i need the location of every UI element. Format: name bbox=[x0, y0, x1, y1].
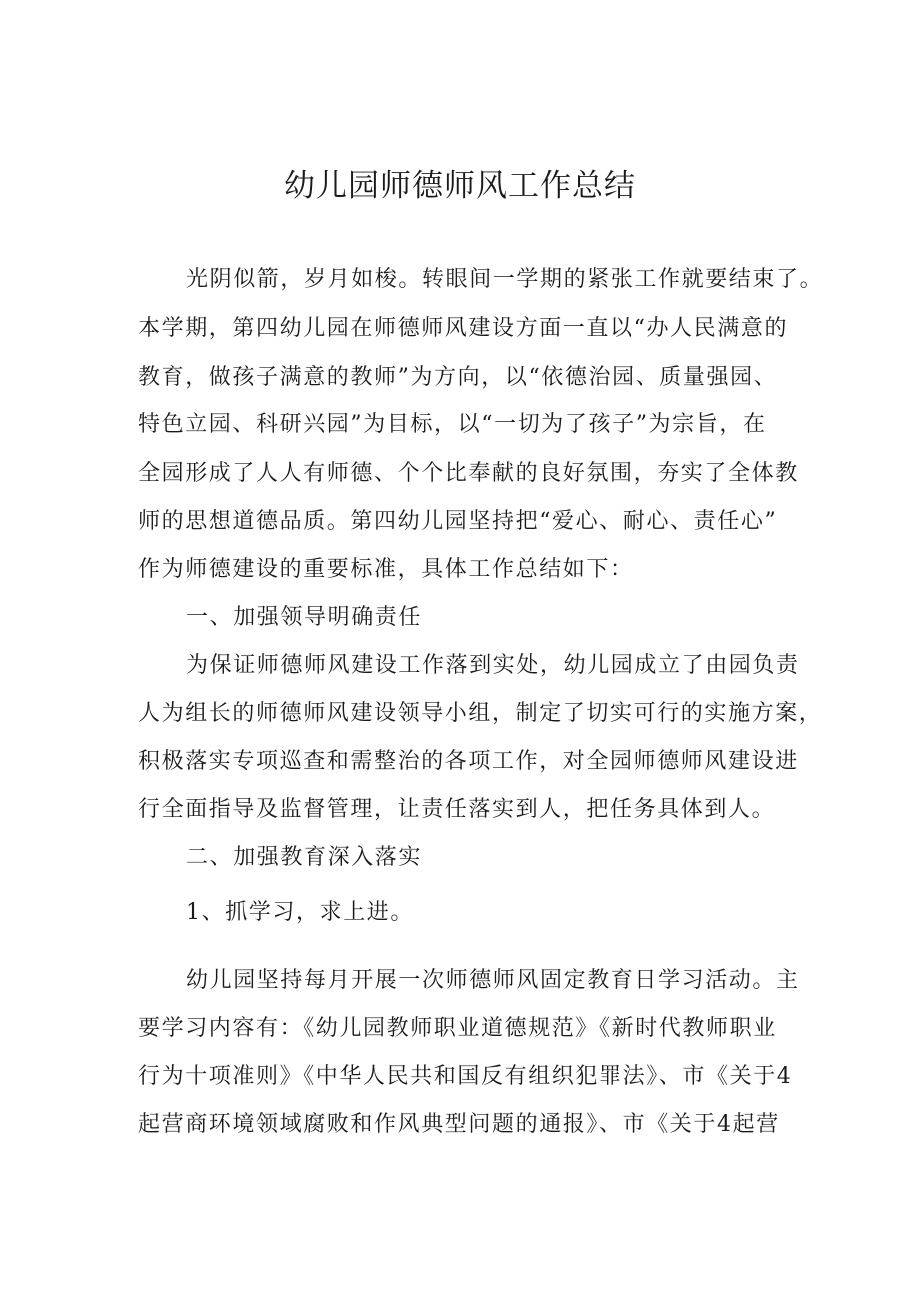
paragraph-line: 起营商环境领域腐败和作风典型问题的通报》、市《关于4起营 bbox=[138, 1112, 780, 1137]
paragraph-line: 作为师德建设的重要标准，具体工作总结如下： bbox=[138, 557, 634, 582]
paragraph-line: 行全面指导及监督管理，让责任落实到人，把任务具体到人。 bbox=[138, 797, 776, 822]
paragraph-line: 行为十项准则》《中华人民共和国反有组织犯罪法》、市《关于4 bbox=[138, 1064, 793, 1089]
document-title: 幼儿园师德师风工作总结 bbox=[284, 168, 636, 204]
section-heading: 一、加强领导明确责任 bbox=[186, 605, 423, 630]
paragraph-line: 为保证师德师风建设工作落到实处，幼儿园成立了由园负责 bbox=[186, 653, 800, 678]
paragraph-line: 师的思想道德品质。第四幼儿园坚持把“爱心、耐心、责任心” bbox=[138, 509, 778, 534]
subsection-heading: 1、抓学习，求上进。 bbox=[186, 900, 414, 925]
paragraph-line: 要学习内容有：《幼儿园教师职业道德规范》《新时代教师职业 bbox=[138, 1016, 777, 1041]
paragraph-line: 幼儿园坚持每月开展一次师德师风固定教育日学习活动。主 bbox=[186, 968, 800, 993]
paragraph-line: 教育，做孩子满意的教师”为方向，以“依德治园、质量强园、 bbox=[138, 365, 778, 390]
paragraph-line: 积极落实专项巡查和需整治的各项工作，对全园师德师风建设进 bbox=[138, 749, 799, 774]
paragraph-line: 特色立园、科研兴园”为目标，以“一切为了孩子”为宗旨，在 bbox=[138, 412, 767, 437]
paragraph-line: 人为组长的师德师风建设领导小组，制定了切实可行的实施方案， bbox=[138, 701, 823, 726]
paragraph-line: 光阴似箭，岁月如梭。转眼间一学期的紧张工作就要结束了。 bbox=[186, 267, 824, 292]
section-heading: 二、加强教育深入落实 bbox=[186, 845, 423, 870]
paragraph-line: 本学期，第四幼儿园在师德师风建设方面一直以“办人民满意的 bbox=[138, 316, 789, 341]
paragraph-line: 全园形成了人人有师德、个个比奉献的良好氛围，夯实了全体教 bbox=[138, 461, 799, 486]
